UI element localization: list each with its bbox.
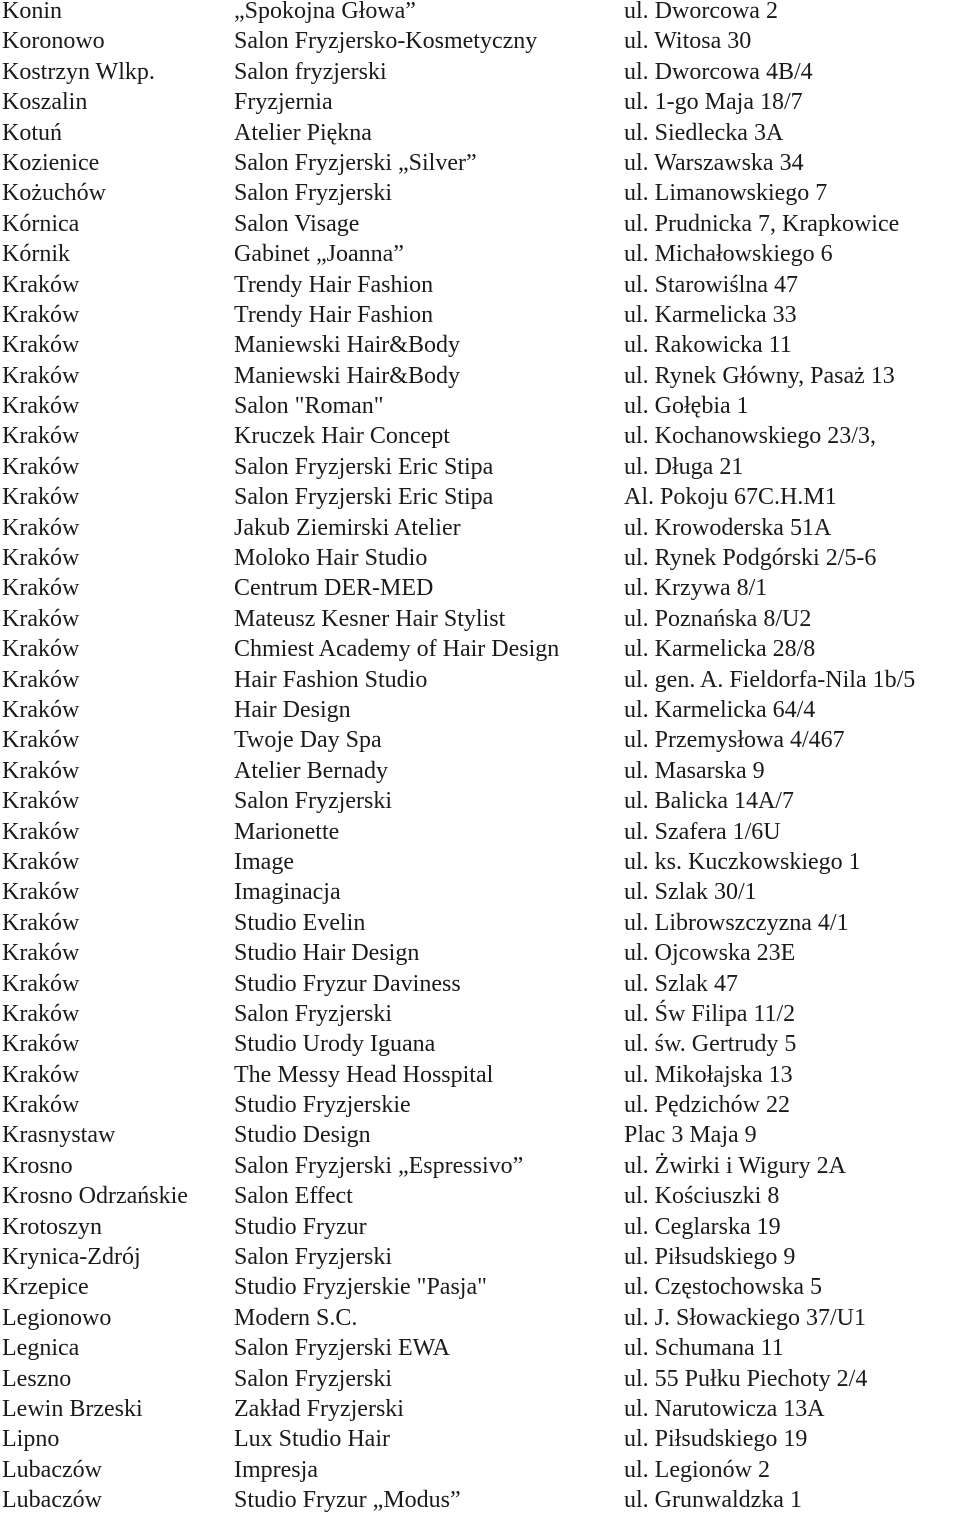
listing-row [0, 605, 960, 638]
salon-name-cell: „Spokojna Głowa” [234, 0, 416, 24]
salon-name-cell: Studio Fryzjerskie [234, 1092, 411, 1119]
city-cell: Kraków [2, 757, 80, 784]
address-cell: ul. Rynek Główny, Pasaż 13 [624, 362, 895, 389]
listing-row [0, 942, 960, 972]
listing-row [0, 818, 960, 851]
city-cell: Krotoszyn [2, 1213, 102, 1240]
city-cell: Krzepice [2, 1274, 89, 1301]
salon-name-cell: Salon Fryzjerski „Espressivo” [234, 1152, 524, 1179]
address-cell: ul. Siedlecka 3A [624, 119, 784, 146]
city-cell: Koszalin [2, 89, 88, 116]
listing-row [0, 0, 960, 30]
address-cell: ul. Żwirki i Wigury 2A [624, 1152, 846, 1179]
address-cell: ul. Schumana 11 [624, 1335, 784, 1362]
city-cell: Kraków [2, 1031, 80, 1058]
listing-row [0, 1061, 960, 1094]
salon-name-cell: Mateusz Kesner Hair Stylist [234, 605, 506, 632]
address-cell: ul. 1-go Maja 18/7 [624, 89, 803, 116]
listing-row [0, 453, 960, 486]
salon-name-cell: Gabinet „Joanna” [234, 241, 404, 268]
salon-name-cell: Salon Fryzjerski EWA [234, 1335, 450, 1362]
listing-row [0, 696, 960, 729]
listing-row [0, 909, 960, 942]
listing-row [0, 1033, 960, 1063]
city-cell: Krosno Odrzańskie [2, 1183, 188, 1210]
city-cell: Kożuchów [2, 180, 106, 207]
address-cell: ul. Piłsudskiego 9 [624, 1244, 796, 1271]
listing-row [0, 1185, 960, 1215]
salon-name-cell: Trendy Hair Fashion [234, 271, 434, 298]
address-cell: ul. Karmelicka 64/4 [624, 696, 816, 723]
city-cell: Kozienice [2, 149, 100, 176]
listing-row [0, 362, 960, 395]
listing-row [0, 91, 960, 121]
city-cell: Kraków [2, 301, 80, 328]
listing-row [0, 1276, 960, 1306]
address-cell: ul. Mikołajska 13 [624, 1061, 793, 1088]
address-cell: ul. Grunwaldzka 1 [624, 1487, 802, 1514]
address-cell: ul. Ojcowska 23E [624, 940, 796, 967]
city-cell: Kraków [2, 605, 80, 632]
city-cell: Kórnik [2, 241, 70, 268]
listing-row [0, 1124, 960, 1154]
listing-row [0, 1094, 960, 1124]
listing-row [0, 486, 960, 516]
city-cell: Kraków [2, 484, 80, 511]
salon-name-cell: Moloko Hair Studio [234, 545, 428, 572]
city-cell: Kotuń [2, 119, 62, 146]
listing-row [0, 210, 960, 243]
city-cell: Lubaczów [2, 1487, 102, 1514]
city-cell: Kostrzyn Wlkp. [2, 58, 155, 85]
city-cell: Kraków [2, 1000, 80, 1027]
city-cell: Lipno [2, 1426, 60, 1453]
city-cell: Lewin Brzeski [2, 1395, 143, 1422]
city-cell: Kraków [2, 393, 80, 420]
address-cell: ul. Starowiślna 47 [624, 271, 798, 298]
listing-row [0, 757, 960, 790]
salon-name-cell: Salon Fryzjerski [234, 1000, 392, 1027]
listing-row [0, 1365, 960, 1398]
address-cell: ul. Ceglarska 19 [624, 1213, 781, 1240]
city-cell: Kraków [2, 636, 80, 663]
listing-row [0, 1246, 960, 1276]
salon-name-cell: Zakład Fryzjerski [234, 1395, 404, 1422]
address-cell: ul. Piłsudskiego 19 [624, 1426, 808, 1453]
salon-name-cell: Studio Fryzur „Modus” [234, 1487, 461, 1514]
salon-name-cell: Salon Visage [234, 210, 360, 237]
city-cell: Kraków [2, 332, 80, 359]
city-cell: Kraków [2, 545, 80, 572]
city-cell: Kraków [2, 575, 80, 602]
salon-name-cell: Hair Design [234, 696, 351, 723]
address-cell: ul. Rynek Podgórski 2/5-6 [624, 545, 877, 572]
salon-name-cell: Jakub Ziemirski Atelier [234, 514, 461, 541]
listing-row [0, 395, 960, 425]
listing-row [0, 119, 960, 152]
listing-row [0, 182, 960, 212]
address-cell: ul. Karmelicka 28/8 [624, 636, 816, 663]
city-cell: Kraków [2, 696, 80, 723]
salon-name-cell: Salon Fryzjerski Eric Stipa [234, 484, 494, 511]
listing-row [0, 577, 960, 607]
salon-name-cell: Lux Studio Hair [234, 1426, 390, 1453]
city-cell: Kraków [2, 271, 80, 298]
salon-name-cell: Studio Fryzur [234, 1213, 367, 1240]
address-cell: ul. Częstochowska 5 [624, 1274, 822, 1301]
address-cell: ul. Balicka 14A/7 [624, 788, 794, 815]
listing-row [0, 666, 960, 699]
address-cell: ul. 55 Pułku Piechoty 2/4 [624, 1365, 868, 1392]
address-cell: ul. Szlak 47 [624, 970, 738, 997]
listing-row [0, 30, 960, 60]
address-cell: ul. ks. Kuczkowskiego 1 [624, 848, 861, 875]
listing-row [0, 1428, 960, 1458]
city-cell: Legnica [2, 1335, 80, 1362]
listing-row [0, 1489, 960, 1519]
listing-row [0, 301, 960, 334]
listing-row [0, 848, 960, 881]
address-cell: ul. Dworcowa 2 [624, 0, 778, 24]
city-cell: Konin [2, 0, 62, 24]
listing-row [0, 425, 960, 455]
salon-name-cell: Studio Fryzur Daviness [234, 970, 461, 997]
address-cell: ul. Librowszczyzna 4/1 [624, 909, 849, 936]
address-cell: ul. Długa 21 [624, 453, 744, 480]
address-cell: ul. Legionów 2 [624, 1456, 770, 1483]
salon-name-cell: Salon Fryzjerski [234, 1365, 392, 1392]
city-cell: Kórnica [2, 210, 80, 237]
salon-name-cell: Centrum DER-MED [234, 575, 434, 602]
salon-name-cell: Salon Fryzjersko-Kosmetyczny [234, 28, 538, 55]
salon-name-cell: Salon Fryzjerski [234, 788, 392, 815]
salon-name-cell: Hair Fashion Studio [234, 666, 428, 693]
salon-name-cell: Salon Effect [234, 1183, 353, 1210]
address-cell: ul. Narutowicza 13A [624, 1395, 825, 1422]
city-cell: Kraków [2, 909, 80, 936]
address-cell: ul. J. Słowackiego 37/U1 [624, 1304, 866, 1331]
city-cell: Krynica-Zdrój [2, 1244, 141, 1271]
salon-name-cell: Salon Fryzjerski [234, 180, 392, 207]
address-cell: ul. Karmelicka 33 [624, 301, 797, 328]
listing-row [0, 58, 960, 91]
address-cell: ul. Krzywa 8/1 [624, 575, 768, 602]
address-cell: ul. Rakowicka 11 [624, 332, 792, 359]
salon-name-cell: Maniewski Hair&Body [234, 362, 460, 389]
city-cell: Kraków [2, 1061, 80, 1088]
salon-name-cell: Trendy Hair Fashion [234, 301, 434, 328]
listing-row [0, 271, 960, 304]
salon-name-cell: Studio Fryzjerskie "Pasja" [234, 1274, 487, 1301]
salon-name-cell: Atelier Bernady [234, 757, 388, 784]
address-cell: ul. Michałowskiego 6 [624, 241, 833, 268]
city-cell: Kraków [2, 362, 80, 389]
address-cell: ul. Szlak 30/1 [624, 879, 757, 906]
salon-name-cell: Twoje Day Spa [234, 727, 382, 754]
city-cell: Kraków [2, 1092, 80, 1119]
city-cell: Kraków [2, 818, 80, 845]
city-cell: Kraków [2, 423, 80, 450]
city-cell: Kraków [2, 879, 80, 906]
listing-row [0, 1337, 960, 1367]
address-cell: ul. Szafera 1/6U [624, 818, 781, 845]
salon-name-cell: Atelier Piękna [234, 119, 372, 146]
salon-name-cell: Salon "Roman" [234, 393, 384, 420]
address-cell: ul. Poznańska 8/U2 [624, 605, 812, 632]
listing-row [0, 1000, 960, 1033]
salon-name-cell: Kruczek Hair Concept [234, 423, 450, 450]
address-cell: ul. Pędzichów 22 [624, 1092, 790, 1119]
salon-name-cell: The Messy Head Hosspital [234, 1061, 494, 1088]
listing-row [0, 1304, 960, 1337]
city-cell: Kraków [2, 940, 80, 967]
city-cell: Krosno [2, 1152, 73, 1179]
city-cell: Kraków [2, 788, 80, 815]
listing-row [0, 243, 960, 273]
listing-row [0, 149, 960, 182]
address-cell: ul. gen. A. Fieldorfa-Nila 1b/5 [624, 666, 916, 693]
address-cell: ul. Prudnicka 7, Krapkowice [624, 210, 900, 237]
salon-name-cell: Studio Hair Design [234, 940, 420, 967]
salon-name-cell: Fryzjernia [234, 89, 333, 116]
address-cell: ul. Gołębia 1 [624, 393, 749, 420]
city-cell: Kraków [2, 453, 80, 480]
city-cell: Leszno [2, 1365, 72, 1392]
listing-row [0, 1395, 960, 1428]
salon-name-cell: Impresja [234, 1456, 318, 1483]
listing-row [0, 514, 960, 547]
address-cell: ul. Kościuszki 8 [624, 1183, 780, 1210]
salon-name-cell: Salon Fryzjerski [234, 1244, 392, 1271]
salon-name-cell: Salon Fryzjerski „Silver” [234, 149, 477, 176]
city-cell: Legionowo [2, 1304, 112, 1331]
salon-name-cell: Chmiest Academy of Hair Design [234, 636, 560, 663]
address-cell: Al. Pokoju 67C.H.M1 [624, 484, 837, 511]
listing-row [0, 638, 960, 668]
salon-name-cell: Modern S.C. [234, 1304, 358, 1331]
salon-name-cell: Maniewski Hair&Body [234, 332, 460, 359]
address-cell: ul. Św Filipa 11/2 [624, 1000, 796, 1027]
salon-name-cell: Salon fryzjerski [234, 58, 387, 85]
address-cell: ul. Warszawska 34 [624, 149, 804, 176]
city-cell: Kraków [2, 848, 80, 875]
address-cell: ul. Limanowskiego 7 [624, 180, 828, 207]
address-cell: ul. Krowoderska 51A [624, 514, 832, 541]
listing-row [0, 729, 960, 759]
salon-name-cell: Studio Urody Iguana [234, 1031, 436, 1058]
city-cell: Koronowo [2, 28, 105, 55]
listing-row [0, 547, 960, 577]
address-cell: Plac 3 Maja 9 [624, 1122, 757, 1149]
city-cell: Kraków [2, 727, 80, 754]
address-cell: ul. Przemysłowa 4/467 [624, 727, 845, 754]
listing-row [0, 970, 960, 1003]
salon-name-cell: Studio Evelin [234, 909, 366, 936]
city-cell: Krasnystaw [2, 1122, 116, 1149]
salon-name-cell: Imaginacja [234, 879, 341, 906]
salon-name-cell: Salon Fryzjerski Eric Stipa [234, 453, 494, 480]
listing-row [0, 1456, 960, 1489]
city-cell: Kraków [2, 514, 80, 541]
listing-row [0, 334, 960, 364]
city-cell: Kraków [2, 666, 80, 693]
address-cell: ul. Masarska 9 [624, 757, 765, 784]
city-cell: Lubaczów [2, 1456, 102, 1483]
salon-name-cell: Studio Design [234, 1122, 371, 1149]
address-cell: ul. Dworcowa 4B/4 [624, 58, 813, 85]
listing-row [0, 790, 960, 820]
address-cell: ul. Witosa 30 [624, 28, 752, 55]
listing-row [0, 1152, 960, 1185]
city-cell: Kraków [2, 970, 80, 997]
salon-name-cell: Marionette [234, 818, 340, 845]
address-cell: ul. Kochanowskiego 23/3, [624, 423, 876, 450]
address-cell: ul. św. Gertrudy 5 [624, 1031, 797, 1058]
listing-row [0, 1213, 960, 1246]
listing-row [0, 881, 960, 911]
salon-name-cell: Image [234, 848, 294, 875]
